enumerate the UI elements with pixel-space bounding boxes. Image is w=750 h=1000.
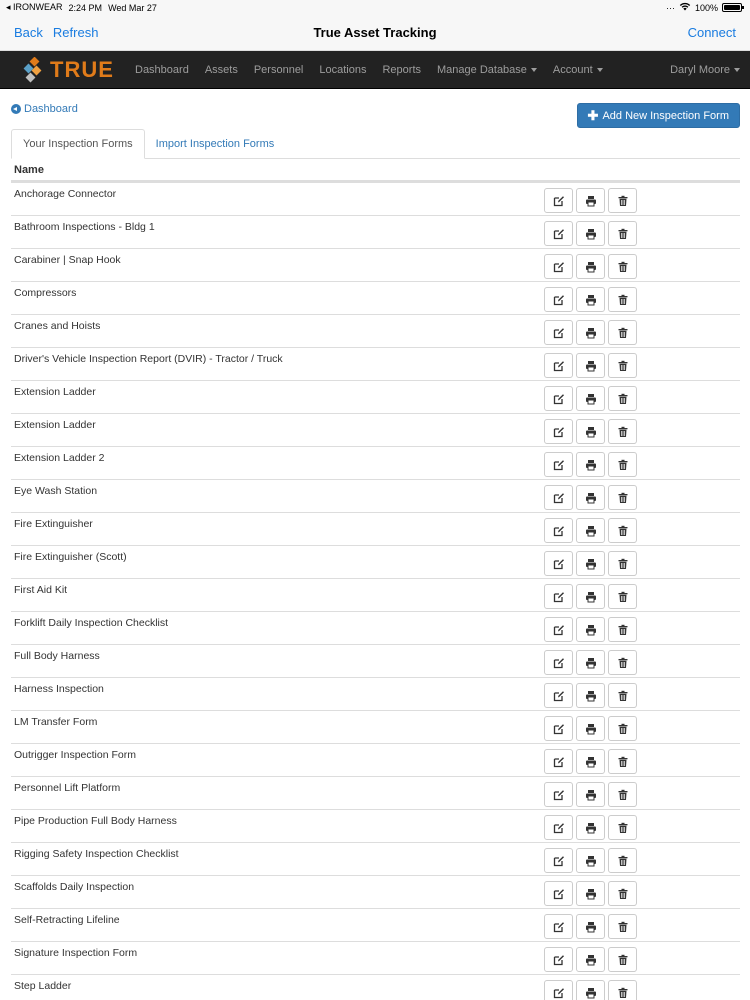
table-row bbox=[11, 743, 740, 776]
user-menu[interactable] bbox=[670, 51, 740, 89]
edit-button[interactable] bbox=[544, 749, 573, 774]
print-icon bbox=[585, 822, 597, 834]
add-inspection-form-button[interactable] bbox=[577, 103, 740, 128]
print-icon bbox=[585, 987, 597, 999]
edit-button[interactable] bbox=[544, 518, 573, 543]
print-button[interactable] bbox=[576, 287, 605, 312]
edit-button[interactable] bbox=[544, 683, 573, 708]
row-actions bbox=[544, 815, 637, 840]
row-actions bbox=[544, 353, 637, 378]
print-icon bbox=[585, 954, 597, 966]
delete-button[interactable] bbox=[608, 221, 637, 246]
trash-icon bbox=[617, 789, 629, 801]
table-row bbox=[11, 380, 740, 413]
edit-icon bbox=[553, 591, 565, 603]
nav-personnel[interactable]: Personnel bbox=[253, 64, 304, 76]
row-actions bbox=[544, 782, 637, 807]
row-actions bbox=[544, 485, 637, 510]
trash-icon bbox=[617, 723, 629, 735]
print-icon bbox=[585, 888, 597, 900]
form-name: Self-Retracting Lifeline bbox=[14, 914, 120, 926]
print-button[interactable] bbox=[576, 485, 605, 510]
print-icon bbox=[585, 855, 597, 867]
edit-icon bbox=[553, 294, 565, 306]
delete-button[interactable] bbox=[608, 452, 637, 477]
delete-button[interactable] bbox=[608, 914, 637, 939]
print-icon bbox=[585, 525, 597, 537]
plus-icon: ✚ bbox=[587, 108, 599, 123]
row-actions bbox=[544, 419, 637, 444]
form-name: Cranes and Hoists bbox=[14, 320, 101, 332]
edit-button[interactable] bbox=[544, 452, 573, 477]
form-name: Driver's Vehicle Inspection Report (DVIR) - Tractor / Truck bbox=[14, 353, 283, 365]
form-name: Extension Ladder 2 bbox=[14, 452, 105, 464]
edit-icon bbox=[553, 690, 565, 702]
row-actions bbox=[544, 452, 637, 477]
connect-button[interactable]: Connect bbox=[687, 25, 736, 40]
delete-button[interactable] bbox=[608, 287, 637, 312]
form-name: Outrigger Inspection Form bbox=[14, 749, 136, 761]
delete-button[interactable] bbox=[608, 584, 637, 609]
table-row bbox=[11, 413, 740, 446]
form-name: Signature Inspection Form bbox=[14, 947, 138, 959]
edit-button[interactable] bbox=[544, 617, 573, 642]
print-icon bbox=[585, 426, 597, 438]
print-button[interactable] bbox=[576, 584, 605, 609]
edit-icon bbox=[553, 954, 565, 966]
refresh-button[interactable]: Refresh bbox=[52, 25, 99, 40]
form-name: Fire Extinguisher bbox=[14, 518, 93, 530]
nav-account-label: Account bbox=[552, 64, 593, 76]
print-icon bbox=[585, 195, 597, 207]
logo-mark-icon bbox=[22, 57, 46, 83]
edit-button[interactable] bbox=[544, 386, 573, 411]
edit-icon bbox=[553, 459, 565, 471]
trash-icon bbox=[617, 888, 629, 900]
print-icon bbox=[585, 756, 597, 768]
form-name: Eye Wash Station bbox=[14, 485, 98, 497]
edit-button[interactable] bbox=[544, 353, 573, 378]
table-row bbox=[11, 512, 740, 545]
edit-button[interactable] bbox=[544, 485, 573, 510]
app-title: True Asset Tracking bbox=[313, 25, 437, 40]
trash-icon bbox=[617, 426, 629, 438]
nav-reports[interactable]: Reports bbox=[382, 64, 422, 76]
delete-button[interactable] bbox=[608, 881, 637, 906]
trash-icon bbox=[617, 591, 629, 603]
back-to-app-link[interactable]: ◂ IRONWEAR bbox=[6, 2, 63, 12]
delete-button[interactable] bbox=[608, 650, 637, 675]
delete-button[interactable] bbox=[608, 188, 637, 213]
print-button[interactable] bbox=[576, 386, 605, 411]
print-icon bbox=[585, 393, 597, 405]
edit-icon bbox=[553, 492, 565, 504]
trash-icon bbox=[617, 822, 629, 834]
print-button[interactable] bbox=[576, 353, 605, 378]
row-actions bbox=[544, 551, 637, 576]
status-time: 2:24 PM bbox=[68, 2, 103, 13]
print-icon bbox=[585, 690, 597, 702]
edit-button[interactable] bbox=[544, 287, 573, 312]
delete-button[interactable] bbox=[608, 848, 637, 873]
true-logo[interactable] bbox=[22, 56, 114, 84]
edit-icon bbox=[553, 855, 565, 867]
trash-icon bbox=[617, 921, 629, 933]
trash-icon bbox=[617, 492, 629, 504]
trash-icon bbox=[617, 954, 629, 966]
row-actions bbox=[544, 617, 637, 642]
print-icon bbox=[585, 492, 597, 504]
trash-icon bbox=[617, 987, 629, 999]
nav-dashboard[interactable]: Dashboard bbox=[135, 64, 189, 76]
delete-button[interactable] bbox=[608, 947, 637, 972]
delete-button[interactable] bbox=[608, 419, 637, 444]
print-icon bbox=[585, 657, 597, 669]
row-actions bbox=[544, 749, 637, 774]
table-body bbox=[11, 182, 740, 1000]
edit-icon bbox=[553, 987, 565, 999]
table-row bbox=[11, 578, 740, 611]
row-actions bbox=[544, 650, 637, 675]
trash-icon bbox=[617, 459, 629, 471]
edit-button[interactable] bbox=[544, 881, 573, 906]
edit-button[interactable] bbox=[544, 914, 573, 939]
print-button[interactable] bbox=[576, 254, 605, 279]
table-row bbox=[11, 281, 740, 314]
edit-icon bbox=[553, 261, 565, 273]
trash-icon bbox=[617, 624, 629, 636]
edit-icon bbox=[553, 723, 565, 735]
row-actions bbox=[544, 584, 637, 609]
print-button[interactable] bbox=[576, 518, 605, 543]
print-icon bbox=[585, 261, 597, 273]
print-icon bbox=[585, 459, 597, 471]
print-icon bbox=[585, 294, 597, 306]
print-button[interactable] bbox=[576, 188, 605, 213]
print-icon bbox=[585, 624, 597, 636]
table-row bbox=[11, 941, 740, 974]
edit-icon bbox=[553, 426, 565, 438]
table-row bbox=[11, 446, 740, 479]
trash-icon bbox=[617, 360, 629, 372]
edit-button[interactable] bbox=[544, 188, 573, 213]
caret-down-icon bbox=[597, 68, 603, 72]
edit-button[interactable] bbox=[544, 716, 573, 741]
delete-button[interactable] bbox=[608, 980, 637, 1000]
inspection-forms-table bbox=[11, 159, 740, 1000]
table-row bbox=[11, 248, 740, 281]
print-button[interactable] bbox=[576, 683, 605, 708]
delete-button[interactable] bbox=[608, 485, 637, 510]
print-button[interactable] bbox=[576, 452, 605, 477]
form-name: Fire Extinguisher (Scott) bbox=[14, 551, 127, 563]
trash-icon bbox=[617, 756, 629, 768]
print-button[interactable] bbox=[576, 419, 605, 444]
caret-down-icon bbox=[734, 68, 740, 72]
trash-icon bbox=[617, 690, 629, 702]
delete-button[interactable] bbox=[608, 320, 637, 345]
back-button[interactable]: Back bbox=[14, 25, 43, 40]
edit-icon bbox=[553, 657, 565, 669]
form-name: Carabiner | Snap Hook bbox=[14, 254, 121, 266]
nav-account[interactable] bbox=[545, 64, 611, 76]
table-row bbox=[11, 314, 740, 347]
row-actions bbox=[544, 980, 637, 1000]
print-button[interactable] bbox=[576, 848, 605, 873]
edit-icon bbox=[553, 888, 565, 900]
trash-icon bbox=[617, 393, 629, 405]
form-name: Pipe Production Full Body Harness bbox=[14, 815, 177, 827]
print-icon bbox=[585, 360, 597, 372]
edit-icon bbox=[553, 228, 565, 240]
edit-button[interactable] bbox=[544, 551, 573, 576]
delete-button[interactable] bbox=[608, 386, 637, 411]
print-button[interactable] bbox=[576, 716, 605, 741]
row-actions bbox=[544, 386, 637, 411]
edit-button[interactable] bbox=[544, 320, 573, 345]
table-row bbox=[11, 875, 740, 908]
edit-icon bbox=[553, 525, 565, 537]
print-button[interactable] bbox=[576, 914, 605, 939]
edit-button[interactable] bbox=[544, 419, 573, 444]
row-actions bbox=[544, 947, 637, 972]
print-button[interactable] bbox=[576, 980, 605, 1000]
form-name: LM Transfer Form bbox=[14, 716, 98, 728]
edit-button[interactable] bbox=[544, 254, 573, 279]
print-button[interactable] bbox=[576, 320, 605, 345]
delete-button[interactable] bbox=[608, 617, 637, 642]
print-button[interactable] bbox=[576, 947, 605, 972]
delete-button[interactable] bbox=[608, 683, 637, 708]
print-button[interactable] bbox=[576, 221, 605, 246]
form-name: Full Body Harness bbox=[14, 650, 100, 662]
edit-icon bbox=[553, 822, 565, 834]
form-name: Extension Ladder bbox=[14, 419, 96, 431]
table-row bbox=[11, 908, 740, 941]
form-name: Rigging Safety Inspection Checklist bbox=[14, 848, 179, 860]
edit-icon bbox=[553, 624, 565, 636]
edit-button[interactable] bbox=[544, 650, 573, 675]
row-actions bbox=[544, 914, 637, 939]
table-row bbox=[11, 644, 740, 677]
table-row bbox=[11, 215, 740, 248]
add-inspection-form-label: Add New Inspection Form bbox=[602, 109, 729, 122]
trash-icon bbox=[617, 558, 629, 570]
edit-button[interactable] bbox=[544, 782, 573, 807]
nav-manage-database[interactable] bbox=[429, 64, 545, 76]
edit-button[interactable] bbox=[544, 848, 573, 873]
form-name: Step Ladder bbox=[14, 980, 72, 992]
edit-icon bbox=[553, 195, 565, 207]
tabs bbox=[11, 129, 740, 159]
table-row bbox=[11, 974, 740, 1000]
trash-icon bbox=[617, 261, 629, 273]
edit-icon bbox=[553, 789, 565, 801]
form-name: Forklift Daily Inspection Checklist bbox=[14, 617, 169, 629]
edit-button[interactable] bbox=[544, 947, 573, 972]
table-row bbox=[11, 479, 740, 512]
print-button[interactable] bbox=[576, 815, 605, 840]
trash-icon bbox=[617, 294, 629, 306]
form-name: First Aid Kit bbox=[14, 584, 68, 596]
breadcrumb-label: Dashboard bbox=[24, 103, 78, 115]
row-actions bbox=[544, 848, 637, 873]
more-dots-icon: ··· bbox=[665, 2, 675, 13]
table-row bbox=[11, 611, 740, 644]
edit-icon bbox=[553, 756, 565, 768]
print-button[interactable] bbox=[576, 782, 605, 807]
row-actions bbox=[544, 881, 637, 906]
table-row bbox=[11, 710, 740, 743]
form-name: Extension Ladder bbox=[14, 386, 96, 398]
delete-button[interactable] bbox=[608, 518, 637, 543]
print-button[interactable] bbox=[576, 881, 605, 906]
edit-icon bbox=[553, 327, 565, 339]
nav-assets[interactable]: Assets bbox=[204, 64, 238, 76]
trash-icon bbox=[617, 657, 629, 669]
form-name: Harness Inspection bbox=[14, 683, 104, 695]
app-navigation-bar bbox=[0, 16, 750, 51]
nav-manage-database-label: Manage Database bbox=[437, 64, 527, 76]
trash-icon bbox=[617, 195, 629, 207]
logo-text: TRUE bbox=[50, 57, 114, 82]
print-button[interactable] bbox=[576, 551, 605, 576]
print-icon bbox=[585, 789, 597, 801]
ios-status-bar bbox=[0, 0, 750, 16]
trash-icon bbox=[617, 327, 629, 339]
delete-button[interactable] bbox=[608, 551, 637, 576]
print-icon bbox=[585, 228, 597, 240]
edit-button[interactable] bbox=[544, 980, 573, 1000]
edit-icon bbox=[553, 921, 565, 933]
form-name: Anchorage Connector bbox=[14, 188, 117, 200]
row-actions bbox=[544, 518, 637, 543]
print-icon bbox=[585, 327, 597, 339]
wifi-icon bbox=[679, 2, 691, 13]
form-name: Bathroom Inspections - Bldg 1 bbox=[14, 221, 155, 233]
row-actions bbox=[544, 221, 637, 246]
tab-your-inspection-forms[interactable]: Your Inspection Forms bbox=[11, 129, 145, 159]
nav-locations[interactable]: Locations bbox=[319, 64, 367, 76]
battery-icon bbox=[722, 3, 742, 12]
row-actions bbox=[544, 254, 637, 279]
table-row bbox=[11, 182, 740, 215]
row-actions bbox=[544, 683, 637, 708]
print-button[interactable] bbox=[576, 749, 605, 774]
print-icon bbox=[585, 558, 597, 570]
print-icon bbox=[585, 921, 597, 933]
table-row bbox=[11, 776, 740, 809]
delete-button[interactable] bbox=[608, 815, 637, 840]
edit-button[interactable] bbox=[544, 584, 573, 609]
table-row bbox=[11, 347, 740, 380]
print-button[interactable] bbox=[576, 650, 605, 675]
table-row bbox=[11, 545, 740, 578]
row-actions bbox=[544, 287, 637, 312]
user-name: Daryl Moore bbox=[670, 64, 730, 76]
tab-import-inspection-forms[interactable]: Import Inspection Forms bbox=[155, 138, 275, 150]
delete-button[interactable] bbox=[608, 254, 637, 279]
status-date: Wed Mar 27 bbox=[108, 2, 157, 13]
print-button[interactable] bbox=[576, 617, 605, 642]
trash-icon bbox=[617, 855, 629, 867]
caret-down-icon bbox=[531, 68, 537, 72]
edit-icon bbox=[553, 393, 565, 405]
print-icon bbox=[585, 591, 597, 603]
edit-button[interactable] bbox=[544, 815, 573, 840]
table-row bbox=[11, 842, 740, 875]
trash-icon bbox=[617, 228, 629, 240]
form-name: Scaffolds Daily Inspection bbox=[14, 881, 135, 893]
delete-button[interactable] bbox=[608, 749, 637, 774]
delete-button[interactable] bbox=[608, 716, 637, 741]
form-name: Personnel Lift Platform bbox=[14, 782, 121, 794]
row-actions bbox=[544, 716, 637, 741]
site-navbar bbox=[0, 51, 750, 89]
circle-arrow-left-icon bbox=[11, 104, 21, 114]
row-actions bbox=[544, 188, 637, 213]
column-header-name: Name bbox=[11, 159, 740, 182]
trash-icon bbox=[617, 525, 629, 537]
delete-button[interactable] bbox=[608, 782, 637, 807]
table-row bbox=[11, 809, 740, 842]
edit-button[interactable] bbox=[544, 221, 573, 246]
form-name: Compressors bbox=[14, 287, 77, 299]
edit-icon bbox=[553, 558, 565, 570]
table-row bbox=[11, 677, 740, 710]
print-icon bbox=[585, 723, 597, 735]
battery-percent: 100% bbox=[694, 2, 718, 13]
edit-icon bbox=[553, 360, 565, 372]
row-actions bbox=[544, 320, 637, 345]
breadcrumb-dashboard-link[interactable] bbox=[11, 103, 78, 115]
delete-button[interactable] bbox=[608, 353, 637, 378]
